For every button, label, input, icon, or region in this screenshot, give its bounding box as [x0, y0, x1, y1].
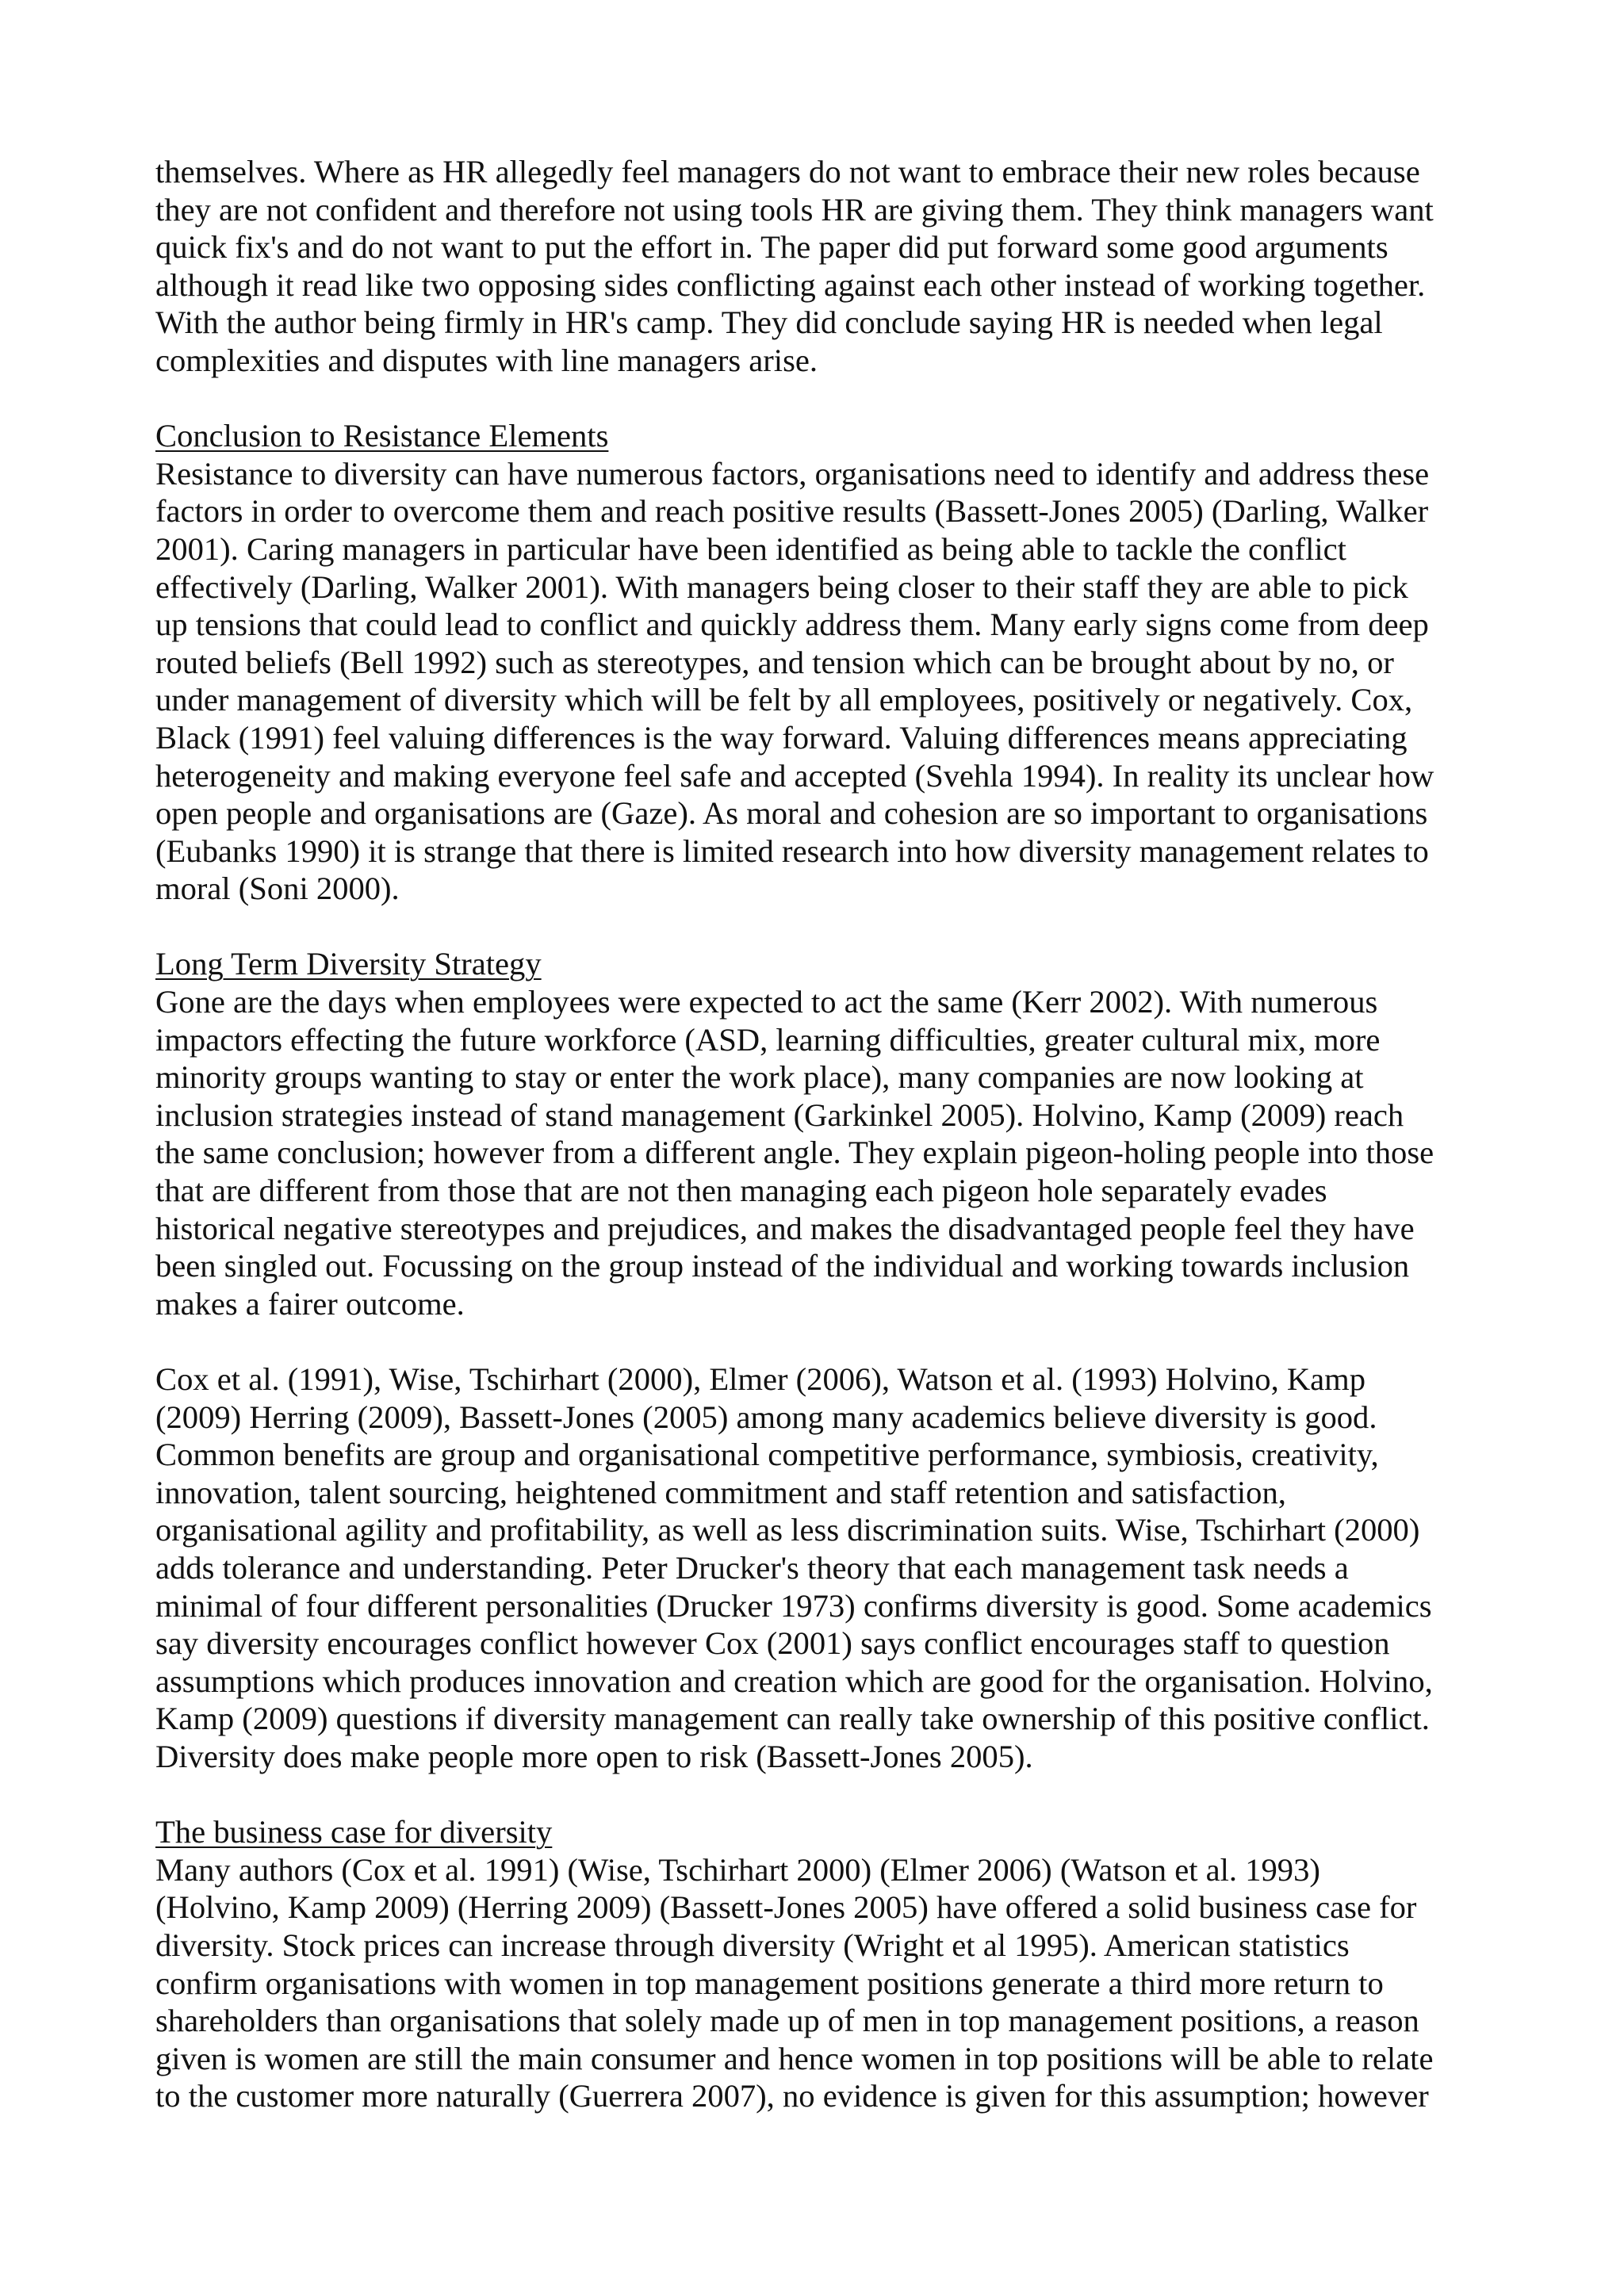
text-line: they are not confident and therefore not using tools HR are giving them. They think managers want	[155, 191, 1434, 228]
text-line: organisational agility and profitability, as well as less discrimination suits. Wise, Tschirhart (2000)	[155, 1512, 1420, 1548]
paragraph-gap	[155, 908, 1503, 946]
text-line: diversity. Stock prices can increase through diversity (Wright et al 1995). American statistics	[155, 1927, 1350, 1963]
text-line: impactors effecting the future workforce (ASD, learning difficulties, greater cultural mix, more	[155, 1021, 1381, 1058]
text-line: effectively (Darling, Walker 2001). With managers being closer to their staff they are able to pick	[155, 568, 1408, 605]
text-line: Common benefits are group and organisational competitive performance, symbiosis, creativity,	[155, 1437, 1379, 1473]
text-line: shareholders than organisations that solely made up of men in top management positions, a reason	[155, 2003, 1419, 2039]
section-heading: Conclusion to Resistance Elements	[155, 418, 609, 454]
text-line: Kamp (2009) questions if diversity management can really take ownership of this positive conflict.	[155, 1701, 1430, 1737]
text-line: Cox et al. (1991), Wise, Tschirhart (2000), Elmer (2006), Watson et al. (1993) Holvino, Kamp	[155, 1361, 1366, 1397]
text-line: heterogeneity and making everyone feel safe and accepted (Svehla 1994). In reality its unclear how	[155, 757, 1434, 794]
paragraph-gap	[155, 380, 1503, 418]
text-line: inclusion strategies instead of stand management (Garkinkel 2005). Holvino, Kamp (2009) reach	[155, 1096, 1404, 1133]
text-line: (Holvino, Kamp 2009) (Herring 2009) (Bassett-Jones 2005) have offered a solid business case for	[155, 1889, 1417, 1926]
text-line: themselves. Where as HR allegedly feel managers do not want to embrace their new roles because	[155, 154, 1420, 189]
text-line: 2001). Caring managers in particular have been identified as being able to tackle the conflict	[155, 530, 1346, 567]
text-line: innovation, talent sourcing, heightened commitment and staff retention and satisfaction,	[155, 1474, 1286, 1510]
text-line: quick fix's and do not want to put the effort in. The paper did put forward some good arguments	[155, 229, 1388, 266]
text-line: that are different from those that are not then managing each pigeon hole separately evades	[155, 1173, 1327, 1209]
text-line: moral (Soni 2000).	[155, 871, 400, 907]
section-heading: Long Term Diversity Strategy	[155, 946, 542, 982]
text-line: Resistance to diversity can have numerous factors, organisations need to identify and address these	[155, 455, 1430, 492]
text-line: Diversity does make people more open to risk (Bassett-Jones 2005).	[155, 1738, 1033, 1774]
text-line: makes a fairer outcome.	[155, 1285, 465, 1322]
text-line: routed beliefs (Bell 1992) such as stereotypes, and tension which can be brought about by no, or	[155, 644, 1394, 680]
text-line: historical negative stereotypes and prejudices, and makes the disadvantaged people feel they have	[155, 1210, 1415, 1246]
text-line: been singled out. Focussing on the group instead of the individual and working towards inclusion	[155, 1248, 1410, 1284]
text-line: adds tolerance and understanding. Peter Drucker's theory that each management task needs a	[155, 1549, 1349, 1586]
text-line: assumptions which produces innovation and creation which are good for the organisation. Holvino,	[155, 1663, 1433, 1699]
text-line: (2009) Herring (2009), Bassett-Jones (2005) among many academics believe diversity is good.	[155, 1399, 1377, 1435]
text-line: under management of diversity which will be felt by all employees, positively or negatively. Cox,	[155, 682, 1413, 718]
text-line: (Eubanks 1990) it is strange that there is limited research into how diversity management relates to	[155, 832, 1429, 869]
document-page	[155, 153, 1503, 2115]
text-line: minimal of four different personalities (Drucker 1973) confirms diversity is good. Some academics	[155, 1587, 1432, 1624]
section-conclusion-resistance	[155, 417, 1503, 908]
paragraph-diversity-benefits	[155, 1360, 1503, 1776]
text-line: Black (1991) feel valuing differences is the way forward. Valuing differences means appreciating	[155, 719, 1408, 756]
text-line: Gone are the days when employees were expected to act the same (Kerr 2002). With numerous	[155, 984, 1378, 1020]
text-line: the same conclusion; however from a different angle. They explain pigeon-holing people into those	[155, 1135, 1434, 1171]
text-line: to the customer more naturally (Guerrera 2007), no evidence is given for this assumption; however	[155, 2078, 1429, 2114]
paragraph-gap	[155, 1776, 1503, 1814]
text-line: although it read like two opposing sides conflicting against each other instead of working together.	[155, 266, 1426, 303]
paragraph-gap	[155, 1322, 1503, 1360]
paragraph-hr-managers	[155, 153, 1503, 380]
section-business-case	[155, 1813, 1503, 2115]
section-long-term-strategy	[155, 945, 1503, 1322]
text-line: say diversity encourages conflict however Cox (2001) says conflict encourages staff to question	[155, 1625, 1390, 1662]
text-line: up tensions that could lead to conflict and quickly address them. Many early signs come from deep	[155, 607, 1429, 643]
text-line: confirm organisations with women in top management positions generate a third more return to	[155, 1965, 1384, 2001]
text-line: complexities and disputes with line managers arise.	[155, 342, 818, 378]
section-heading: The business case for diversity	[155, 1814, 553, 1850]
text-line: factors in order to overcome them and reach positive results (Bassett-Jones 2005) (Darling, Walker	[155, 493, 1429, 530]
text-line: open people and organisations are (Gaze). As moral and cohesion are so important to organisations	[155, 795, 1428, 832]
text-line: With the author being firmly in HR's camp. They did conclude saying HR is needed when legal	[155, 304, 1383, 341]
text-line: Many authors (Cox et al. 1991) (Wise, Tschirhart 2000) (Elmer 2006) (Watson et al. 1993)	[155, 1851, 1320, 1888]
text-line: given is women are still the main consumer and hence women in top positions will be able to relate	[155, 2040, 1434, 2076]
text-line: minority groups wanting to stay or enter the work place), many companies are now looking at	[155, 1059, 1364, 1096]
